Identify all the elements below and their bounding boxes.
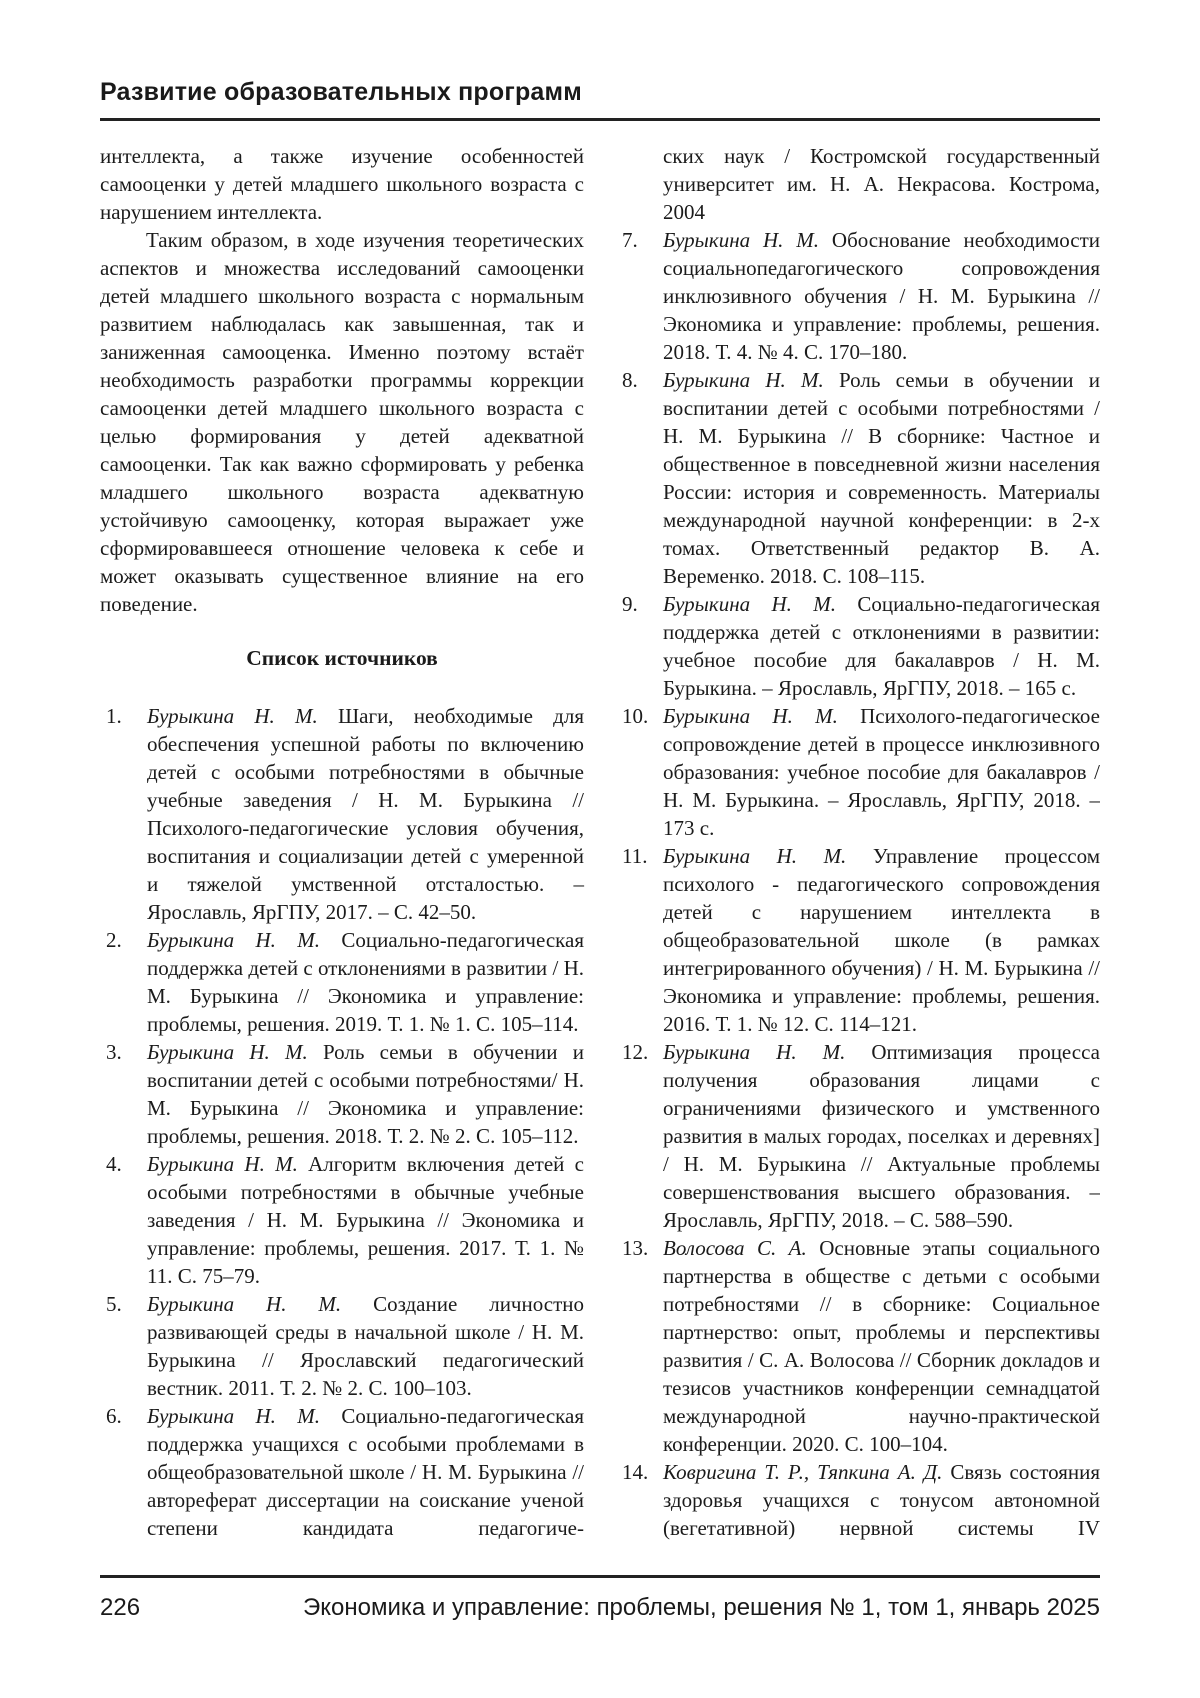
reference-item bbox=[616, 1458, 1100, 1542]
reference-number: 8. bbox=[622, 368, 638, 392]
reference-author: Бурыкина Н. М. bbox=[663, 844, 847, 868]
reference-continuation bbox=[616, 142, 1100, 226]
reference-author: Бурыкина Н. М. bbox=[147, 1152, 298, 1176]
reference-number: 14. bbox=[622, 1460, 649, 1484]
reference-text: Роль семьи в обучении и воспитании детей с особыми потребностями / Н. М. Бурыкина // В сборнике: Частное и общественное в повседневной жизни населения России: история и современность. Материалы международной научной конференции: в 2-х томах. Ответственный редактор В. А. Веременко. 2018. С. 108–115. bbox=[663, 368, 1100, 588]
reference-item bbox=[616, 1234, 1100, 1458]
journal-line: Экономика и управление: проблемы, решения № 1, том 1, январь 2025 bbox=[302, 1594, 1100, 1621]
page-footer bbox=[100, 1575, 1100, 1622]
reference-author: Бурыкина Н. М. bbox=[663, 228, 820, 252]
reference-item bbox=[616, 702, 1100, 842]
reference-text: Алгоритм включения детей с особыми потребностями в обычные учебные заведения / Н. М. Бурыкина // Экономика и управление: проблемы, решения. 2017. Т. 1. № 11. С. 75–79. bbox=[147, 1152, 584, 1288]
reference-item bbox=[100, 702, 584, 926]
reference-number: 1. bbox=[106, 704, 122, 728]
reference-text: Социально-педагогическая поддержка детей с отклонениями в развитии / Н. М. Бурыкина // Экономика и управление: проблемы, решения. 2019. Т. 1. № 1. С. 105–114. bbox=[147, 928, 585, 1036]
reference-author: Волосова С. А. bbox=[663, 1236, 807, 1260]
reference-author: Бурыкина Н. М. bbox=[663, 704, 838, 728]
reference-author: Бурыкина Н. М. bbox=[147, 1404, 321, 1428]
reference-item bbox=[100, 1150, 584, 1290]
reference-number: 4. bbox=[106, 1152, 122, 1176]
right-column bbox=[616, 142, 1100, 1556]
reference-item bbox=[100, 926, 584, 1038]
paragraph: интеллекта, а также изучение особенностей самооценки у детей младшего школьного возраста с нарушением интеллекта. bbox=[100, 144, 584, 224]
reference-text: Обоснование необходимости социальнопедагогического сопровождения инклюзивного обучения / Н. М. Бурыкина // Экономика и управление: проблемы, решения. 2018. Т. 4. № 4. С. 170–180. bbox=[663, 228, 1100, 364]
reference-number: 12. bbox=[622, 1040, 649, 1064]
reference-item bbox=[616, 1038, 1100, 1234]
reference-text: ских наук / Костромской государственный университет им. Н. А. Некрасова. Кострома, 2004 bbox=[663, 144, 1100, 224]
reference-number: 9. bbox=[622, 592, 638, 616]
reference-number: 10. bbox=[622, 704, 649, 728]
reference-text: Основные этапы социального партнерства в обществе с детьми с особыми потребностями // в сборнике: Социальное партнерство: опыт, проблемы и перспективы развития / С. А. Волосова // Сборник докладов и тезисов участников конференции семнадцатой международной научно-практической конференции. 2020. С. 100–104. bbox=[663, 1236, 1100, 1456]
reference-text: Связь состояния здоровья учащихся с тонусом автономной (вегетативной) нервной системы IV bbox=[663, 1460, 1100, 1540]
reference-number: 2. bbox=[106, 928, 122, 952]
paragraph: Таким образом, в ходе изучения теоретических аспектов и множества исследований самооценки детей младшего школьного возраста с нормальным развитием наблюдалась как завышенная, так и заниженная самооценка. Именно поэтому встаёт необходимость разработки программы коррекции самооценки детей младшего школьного возраста с целью формирования у детей адекватной самооценки. Так как важно сформировать у ребенка младшего школьного возраста адекватную устойчивую самооценку, которая выражает уже сформировавшееся отношение человека к себе и может оказывать существенное влияние на его поведение. bbox=[100, 228, 584, 616]
reference-number: 13. bbox=[622, 1236, 649, 1260]
header-rule bbox=[100, 118, 1100, 121]
reference-item bbox=[616, 226, 1100, 366]
reference-item bbox=[616, 366, 1100, 590]
two-column-body bbox=[100, 142, 1100, 1556]
sources-heading: Список источников bbox=[246, 646, 438, 670]
reference-number: 11. bbox=[622, 844, 648, 868]
reference-text: Психолого-педагогическое сопровождение детей в процессе инклюзивного образования: учебное пособие для бакалавров / Н. М. Бурыкина. – Ярославль, ЯрГПУ, 2018. – 173 с. bbox=[663, 704, 1100, 840]
reference-text: Шаги, необходимые для обеспечения успешной работы по включению детей с особыми потребностями в обычные учебные заведения / Н. М. Бурыкина // Психолого-педагогические условия обучения, воспитания и социализации детей с умеренной и тяжелой умственной отсталостью. – Ярославль, ЯрГПУ, 2017. – С. 42–50. bbox=[147, 704, 584, 924]
running-head: Развитие образовательных программ bbox=[100, 78, 582, 106]
reference-number: 6. bbox=[106, 1404, 122, 1428]
reference-number: 5. bbox=[106, 1292, 122, 1316]
reference-text: Роль семьи в обучении и воспитании детей с особыми потребностями/ Н. М. Бурыкина // Экономика и управление: проблемы, решения. 2018. Т. 2. № 2. С. 105–112. bbox=[147, 1040, 585, 1148]
reference-author: Бурыкина Н. М. bbox=[147, 928, 321, 952]
reference-text: Создание личностно развивающей среды в начальной школе / Н. М. Бурыкина // Ярославский педагогический вестник. 2011. Т. 2. № 2. С. 100–103. bbox=[147, 1292, 584, 1400]
reference-author: Бурыкина Н. М. bbox=[663, 368, 824, 392]
reference-text: Социально-педагогическая поддержка учащихся с особыми проблемами в общеобразовательной школе / Н. М. Бурыкина // автореферат диссертации на соискание ученой степени кандидата педагогиче- bbox=[147, 1404, 585, 1540]
reference-author: Бурыкина Н. М. bbox=[147, 1040, 308, 1064]
reference-number: 3. bbox=[106, 1040, 122, 1064]
reference-item bbox=[100, 1290, 584, 1402]
reference-number: 7. bbox=[622, 228, 638, 252]
reference-item bbox=[616, 842, 1100, 1038]
left-column bbox=[100, 142, 584, 1556]
reference-text: Управление процессом психолого - педагогического сопровождения детей с нарушением интеллекта в общеобразовательной школе (в рамках интегрированного обучения) / Н. М. Бурыкина // Экономика и управление: проблемы, решения. 2016. Т. 1. № 12. С. 114–121. bbox=[663, 844, 1100, 1036]
reference-author: Бурыкина Н. М. bbox=[663, 592, 837, 616]
reference-text: Социально-педагогическая поддержка детей с отклонениями в развитии: учебное пособие для бакалавров / Н. М. Бурыкина. – Ярославль, ЯрГПУ, 2018. – 165 с. bbox=[663, 592, 1100, 700]
reference-item bbox=[616, 590, 1100, 702]
reference-text: Оптимизация процесса получения образования лицами с ограничениями физического и умственного развития в малых городах, поселках и деревнях] / Н. М. Бурыкина // Актуальные проблемы совершенствования высшего образования. – Ярославль, ЯрГПУ, 2018. – С. 588–590. bbox=[663, 1040, 1100, 1232]
reference-author: Бурыкина Н. М. bbox=[147, 704, 318, 728]
reference-author: Ковригина Т. Р., Тяпкина А. Д. bbox=[663, 1460, 943, 1484]
reference-author: Бурыкина Н. М. bbox=[147, 1292, 342, 1316]
reference-item bbox=[100, 1402, 584, 1542]
reference-author: Бурыкина Н. М. bbox=[663, 1040, 846, 1064]
reference-item bbox=[100, 1038, 584, 1150]
page-number: 226 bbox=[100, 1594, 141, 1621]
